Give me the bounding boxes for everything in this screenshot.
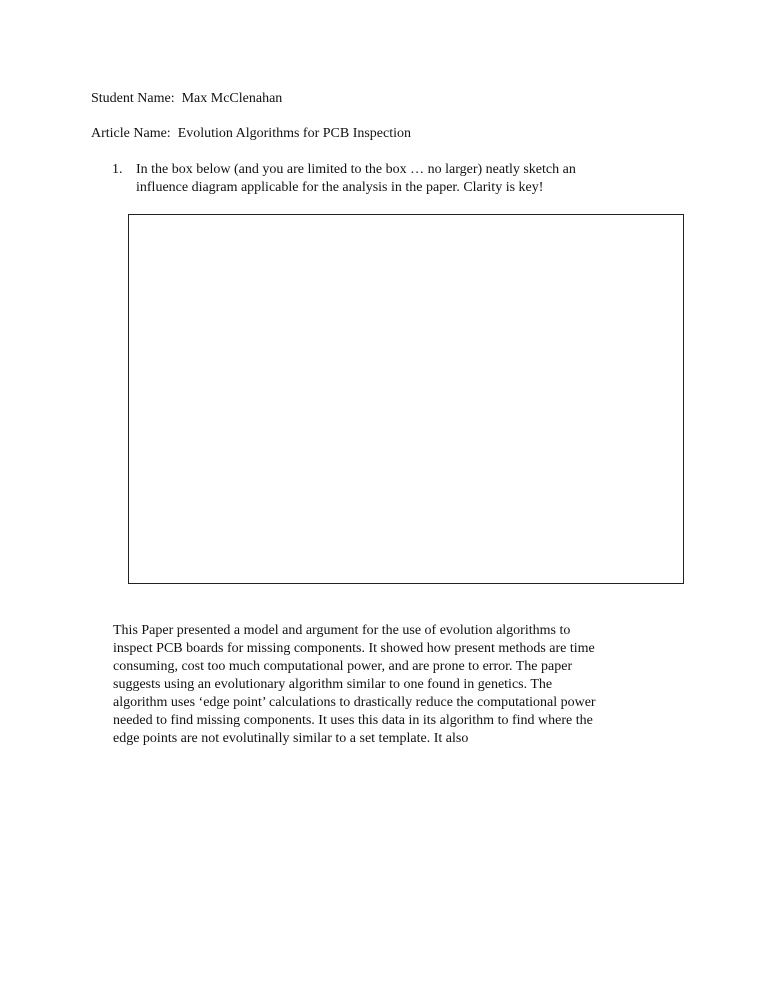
answer-line: inspect PCB boards for missing components. It showed how present methods are time	[113, 641, 595, 656]
student-name-label: Student Name:	[91, 91, 175, 106]
article-name-value: Evolution Algorithms for PCB Inspection	[177, 126, 412, 141]
question-line: In the box below (and you are limited to the box … no larger) neatly sketch an	[136, 162, 576, 177]
question-number: 1.	[112, 162, 123, 177]
answer-line: edge points are not evolutinally similar to a set template. It also	[113, 731, 469, 746]
answer-line: consuming, cost too much computational power, and are prone to error. The paper	[113, 659, 573, 674]
answer-line: algorithm uses ‘edge point’ calculations to drastically reduce the computational power	[113, 695, 596, 710]
answer-line: suggests using an evolutionary algorithm similar to one found in genetics. The	[113, 677, 553, 692]
article-name-line	[91, 125, 411, 143]
sketch-box	[128, 214, 684, 584]
question-line: influence diagram applicable for the analysis in the paper. Clarity is key!	[136, 180, 544, 195]
question-item	[112, 161, 672, 197]
answer-line: This Paper presented a model and argument for the use of evolution algorithms to	[113, 623, 571, 638]
answer-line: needed to find missing components. It uses this data in its algorithm to find where the	[113, 713, 593, 728]
student-name-line	[91, 90, 282, 108]
answer-paragraph	[113, 622, 683, 748]
student-name-value: Max McClenahan	[181, 91, 283, 106]
question-text	[136, 161, 672, 197]
article-name-label: Article Name:	[91, 126, 171, 141]
